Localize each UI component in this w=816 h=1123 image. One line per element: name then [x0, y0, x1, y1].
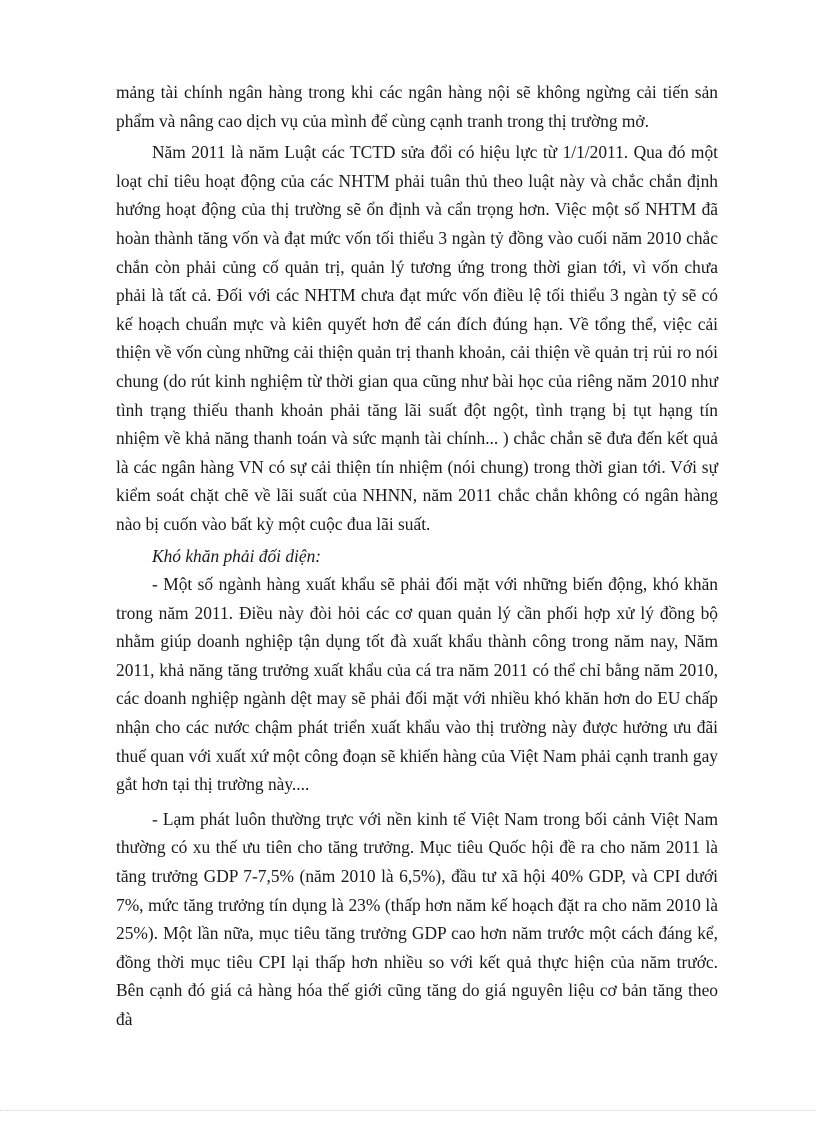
paragraph-continuation: mảng tài chính ngân hàng trong khi các ngân hàng nội sẽ không ngừng cải tiến sản phẩm và nâng cao dịch vụ của mình để cùng cạnh tranh trong thị trường mở. [116, 82, 718, 131]
bullet-paragraph-exports: - Một số ngành hàng xuất khẩu sẽ phải đối mặt với những biến động, khó khăn trong năm 2011. Điều này đòi hỏi các cơ quan quản lý cần phối hợp xử lý đồng bộ nhằm giúp doanh nghiệp tận dụng tốt đà xuất khẩu thành công trong năm nay, Năm 2011, khả năng tăng trưởng xuất khẩu của cá tra năm 2011 có thể chỉ bằng năm 2010, các doanh nghiệp ngành dệt may sẽ phải đối mặt với nhiều khó khăn hơn do EU chấp nhận cho các nước chậm phát triển xuất khẩu vào thị trường này được hưởng ưu đãi thuế quan với xuất xứ một công đoạn sẽ khiến hàng của Việt Nam phải cạnh tranh gay gắt hơn tại thị trường này.... [116, 574, 718, 795]
document-body [116, 78, 718, 1034]
paragraph-credit-institutions-law: Năm 2011 là năm Luật các TCTD sửa đổi có hiệu lực từ 1/1/2011. Qua đó một loạt chỉ tiêu hoạt động của các NHTM phải tuân thủ theo luật này và chắc chắn định hướng hoạt động của thị trường sẽ ổn định và cẩn trọng hơn. Việc một số NHTM đã hoàn thành tăng vốn và đạt mức vốn tối thiểu 3 ngàn tỷ đồng vào cuối năm 2010 chắc chắn còn phải củng cố quản trị, quản lý tương ứng trong thời gian tới, vì vốn chưa phải là tất cả. Đối với các NHTM chưa đạt mức vốn điều lệ tối thiểu 3 ngàn tỷ sẽ có kế hoạch chuẩn mực và kiên quyết hơn để cán đích đúng hạn. Về tổng thể, việc cải thiện về vốn cùng những cải thiện quản trị thanh khoản, cải thiện về quản trị rủi ro nói chung (do rút kinh nghiệm từ thời gian qua cũng như bài học của riêng năm 2010 như tình trạng thiếu thanh khoản phải tăng lãi suất đột ngột, tình trạng bị tụt hạng tín nhiệm về khả năng thanh toán và sức mạnh tài chính... ) chắc chắn sẽ đưa đến kết quả là các ngân hàng VN có sự cải thiện tín nhiệm (nói chung) trong thời gian tới. Với sự kiểm soát chặt chẽ về lãi suất của NHNN, năm 2011 chắc chắn không có ngân hàng nào bị cuốn vào bất kỳ một cuộc đua lãi suất. [116, 142, 718, 534]
bullet-paragraph-inflation: - Lạm phát luôn thường trực với nền kinh tế Việt Nam trong bối cảnh Việt Nam thường có xu thế ưu tiên cho tăng trưởng. Mục tiêu Quốc hội đề ra cho năm 2011 là tăng trưởng GDP 7-7,5% (năm 2010 là 6,5%), đầu tư xã hội 40% GDP, và CPI dưới 7%, mức tăng trưởng tín dụng là 23% (thấp hơn năm kế hoạch đặt ra cho năm 2010 là 25%). Một lần nữa, mục tiêu tăng trưởng GDP cao hơn năm trước một cách đáng kể, đồng thời mục tiêu CPI lại thấp hơn nhiều so với kết quả thực hiện của năm trước. Bên cạnh đó giá cả hàng hóa thế giới cũng tăng do giá nguyên liệu cơ bản tăng theo đà [116, 808, 718, 1029]
section-heading-challenges: Khó khăn phải đối diện: [152, 545, 322, 566]
page-bottom-divider [0, 1110, 816, 1111]
